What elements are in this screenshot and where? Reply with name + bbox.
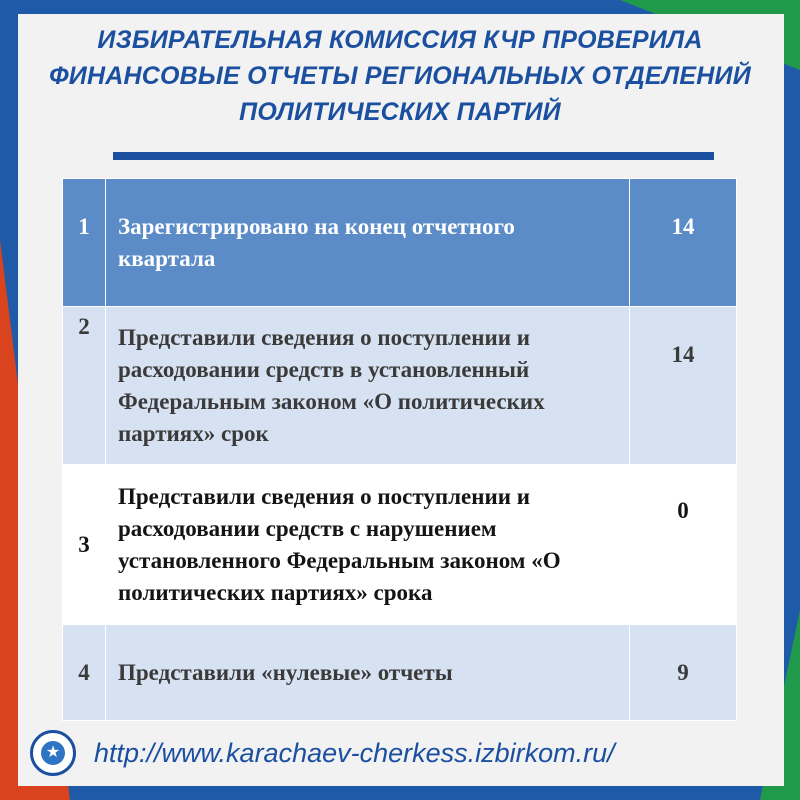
table-row <box>63 307 737 465</box>
title-line-2: ФИНАНСОВЫЕ ОТЧЕТЫ РЕГИОНАЛЬНЫХ ОТДЕЛЕНИЙ <box>49 62 751 90</box>
table-row <box>63 465 737 625</box>
row-label: Представили сведения о поступлении и расходовании средств с нарушением установленного Федеральным законом «О политических партиях» срока <box>106 465 630 625</box>
table-row <box>63 625 737 721</box>
row-label: Зарегистрировано на конец отчетного квартала <box>106 179 630 307</box>
row-value: 14 <box>630 179 737 307</box>
title-line-1: ИЗБИРАТЕЛЬНАЯ КОМИССИЯ КЧР ПРОВЕРИЛА <box>97 26 703 54</box>
row-value: 14 <box>630 307 737 465</box>
page-title <box>0 22 800 130</box>
row-number: 2 <box>63 307 106 465</box>
election-commission-emblem-icon: ★ <box>30 730 76 776</box>
title-underline <box>113 152 714 160</box>
website-link[interactable]: http://www.karachaev-cherkess.izbirkom.ru/ <box>94 738 615 768</box>
row-number: 4 <box>63 625 106 721</box>
row-value: 9 <box>630 625 737 721</box>
row-label: Представили сведения о поступлении и расходовании средств в установленный Федеральным законом «О политических партиях» срок <box>106 307 630 465</box>
row-value: 0 <box>630 465 737 625</box>
reports-table <box>62 178 737 721</box>
title-line-3: ПОЛИТИЧЕСКИХ ПАРТИЙ <box>239 98 561 126</box>
row-number: 3 <box>63 465 106 625</box>
table-row <box>63 179 737 307</box>
row-label: Представили «нулевые» отчеты <box>106 625 630 721</box>
row-number: 1 <box>63 179 106 307</box>
